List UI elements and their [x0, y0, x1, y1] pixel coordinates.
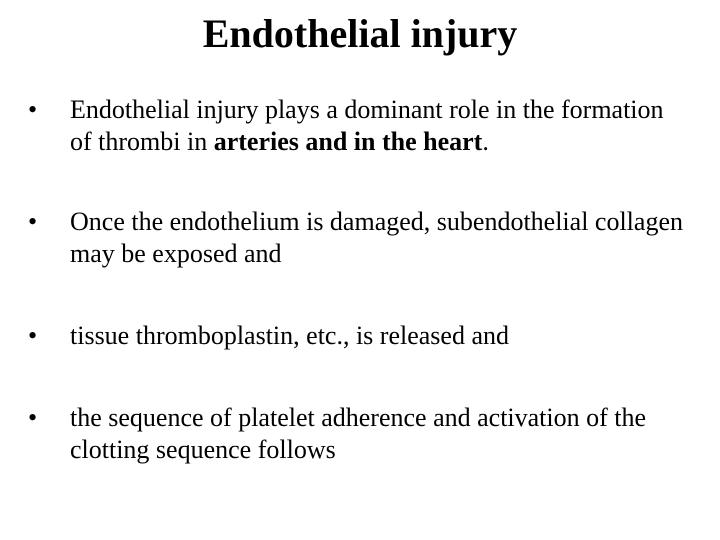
bullet-item-endothelial-injury-role: [28, 94, 688, 158]
bullet-list: [28, 94, 688, 466]
bullet-icon: •: [28, 95, 38, 124]
bullet-tail-text: .: [482, 127, 489, 156]
bullet-text: Endothelial injury plays a dominant role in the formation of thrombi in: [70, 95, 664, 156]
bullet-text: the sequence of platelet adherence and activation of the clotting sequence follows: [70, 403, 647, 464]
bullet-item-platelet-sequence: [28, 402, 688, 466]
bullet-text: Once the endothelium is damaged, subendothelial collagen may be exposed and: [70, 207, 683, 268]
bullet-icon: •: [28, 403, 38, 432]
bullet-icon: •: [28, 321, 38, 350]
bullet-bold-text: arteries and in the heart: [213, 127, 483, 156]
bullet-text: tissue thromboplastin, etc., is released and: [70, 321, 510, 350]
slide-title: Endothelial injury: [202, 11, 518, 56]
bullet-item-collagen-exposed: [28, 206, 688, 270]
bullet-icon: •: [28, 207, 38, 236]
bullet-item-thromboplastin-released: [28, 320, 688, 352]
